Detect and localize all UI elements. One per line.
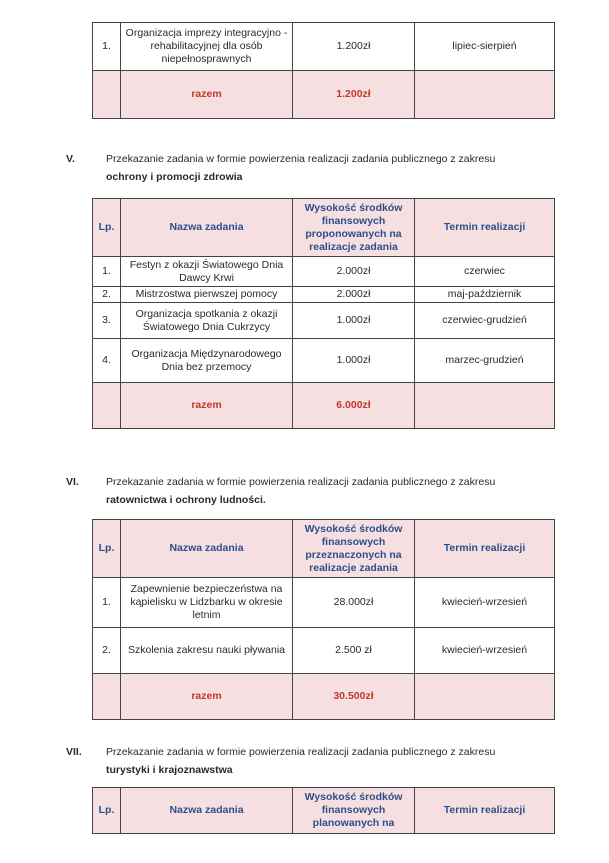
table-row xyxy=(93,23,555,71)
sum-row xyxy=(93,71,555,119)
sum-row xyxy=(93,674,555,720)
row-lp: 1. xyxy=(93,578,121,628)
row-lp: 3. xyxy=(93,303,121,339)
row-lp: 1. xyxy=(93,23,121,71)
sum-value: 1.200zł xyxy=(293,71,415,119)
sum-label: razem xyxy=(121,71,293,119)
row-term: kwiecień-wrzesień xyxy=(415,578,555,628)
header-term: Termin realizacji xyxy=(415,788,555,834)
section-text: Przekazanie zadania w formie powierzenia realizacji zadania publicznego z zakresu xyxy=(106,476,496,488)
table-rescue xyxy=(92,519,555,720)
sum-value: 30.500zł xyxy=(293,674,415,720)
table-row xyxy=(93,628,555,674)
sum-row xyxy=(93,383,555,429)
table-header xyxy=(93,788,555,834)
table-row xyxy=(93,257,555,287)
row-term: marzec-grudzień xyxy=(415,339,555,383)
header-lp: Lp. xyxy=(93,199,121,257)
table-row xyxy=(93,578,555,628)
header-lp: Lp. xyxy=(93,520,121,578)
section-topic: turystyki i krajoznawstwa xyxy=(106,764,233,776)
header-amount: Wysokość środków finansowych proponowanych na realizacje zadania xyxy=(293,199,415,257)
row-lp: 2. xyxy=(93,628,121,674)
section-vii-heading xyxy=(66,743,540,779)
section-v-heading xyxy=(66,150,540,186)
row-task-name: Organizacja imprezy integracyjno -rehabilitacyjnej dla osób niepełnosprawnych xyxy=(121,23,293,71)
row-term: czerwiec-grudzień xyxy=(415,303,555,339)
sum-label: razem xyxy=(121,383,293,429)
row-term: czerwiec xyxy=(415,257,555,287)
header-amount: Wysokość środków finansowych przeznaczonych na realizacje zadania xyxy=(293,520,415,578)
section-topic: ratownictwa i ochrony ludności. xyxy=(106,494,266,506)
row-amount: 1.000zł xyxy=(293,303,415,339)
row-task-name: Festyn z okazji Światowego Dnia Dawcy Krwi xyxy=(121,257,293,287)
table-tourism xyxy=(92,787,555,834)
row-lp: 4. xyxy=(93,339,121,383)
row-task-name: Zapewnienie bezpieczeństwa na kąpielisku w Lidzbarku w okresie letnim xyxy=(121,578,293,628)
row-task-name: Organizacja spotkania z okazji Światowego Dnia Cukrzycy xyxy=(121,303,293,339)
section-number: V. xyxy=(66,153,75,165)
row-amount: 1.200zł xyxy=(293,23,415,71)
row-amount: 1.000zł xyxy=(293,339,415,383)
table-health xyxy=(92,198,555,429)
table-row xyxy=(93,339,555,383)
header-term: Termin realizacji xyxy=(415,520,555,578)
section-number: VI. xyxy=(66,476,79,488)
row-lp: 1. xyxy=(93,257,121,287)
row-amount: 2.000zł xyxy=(293,287,415,303)
header-task-name: Nazwa zadania xyxy=(121,520,293,578)
section-vi-heading xyxy=(66,473,540,509)
header-task-name: Nazwa zadania xyxy=(121,788,293,834)
row-term: maj-październik xyxy=(415,287,555,303)
row-task-name: Organizacja Międzynarodowego Dnia bez przemocy xyxy=(121,339,293,383)
section-text: Przekazanie zadania w formie powierzenia realizacji zadania publicznego z zakresu xyxy=(106,746,496,758)
row-amount: 28.000zł xyxy=(293,578,415,628)
row-amount: 2.000zł xyxy=(293,257,415,287)
row-lp: 2. xyxy=(93,287,121,303)
section-number: VII. xyxy=(66,746,82,758)
table-row xyxy=(93,287,555,303)
header-amount: Wysokość środków finansowych planowanych na xyxy=(293,788,415,834)
table-header xyxy=(93,199,555,257)
table-row xyxy=(93,303,555,339)
section-text: Przekazanie zadania w formie powierzenia realizacji zadania publicznego z zakresu xyxy=(106,153,496,165)
row-term: kwiecień-wrzesień xyxy=(415,628,555,674)
row-task-name: Mistrzostwa pierwszej pomocy xyxy=(121,287,293,303)
header-term: Termin realizacji xyxy=(415,199,555,257)
table-header xyxy=(93,520,555,578)
sum-value: 6.000zł xyxy=(293,383,415,429)
header-lp: Lp. xyxy=(93,788,121,834)
row-task-name: Szkolenia zakresu nauki pływania xyxy=(121,628,293,674)
section-topic: ochrony i promocji zdrowia xyxy=(106,171,243,183)
table-integration-event xyxy=(92,22,555,119)
row-amount: 2.500 zł xyxy=(293,628,415,674)
sum-label: razem xyxy=(121,674,293,720)
header-task-name: Nazwa zadania xyxy=(121,199,293,257)
row-term: lipiec-sierpień xyxy=(415,23,555,71)
